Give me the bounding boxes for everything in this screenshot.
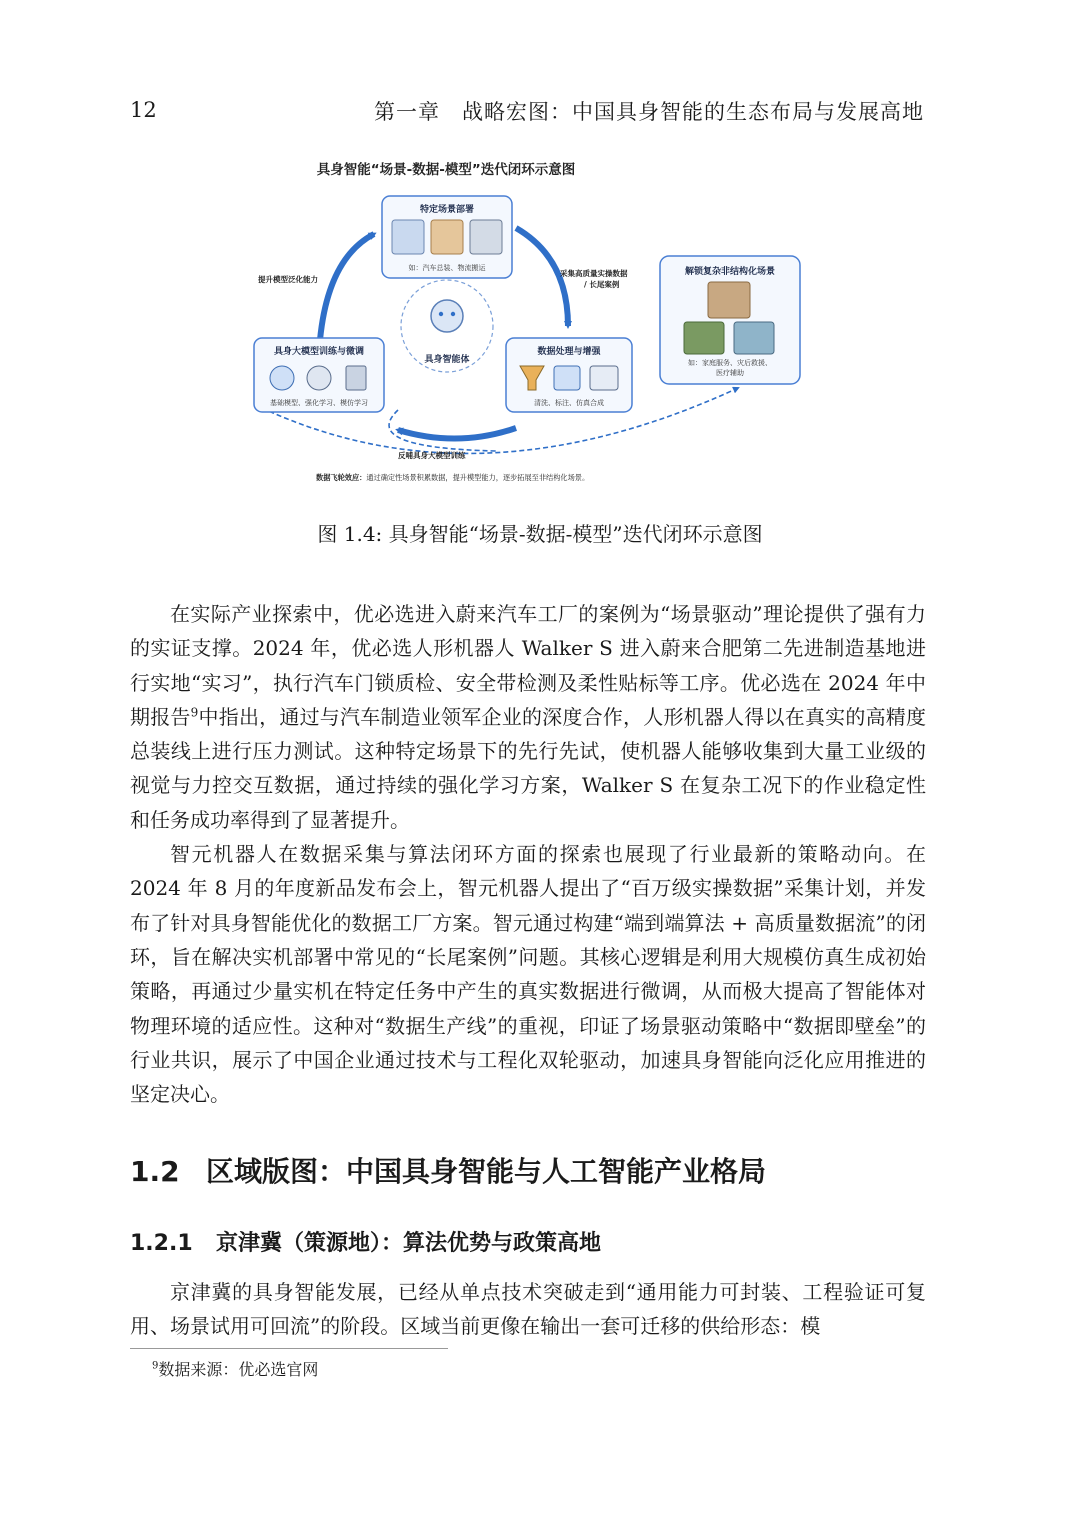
loop-arrow-model-to-scene — [320, 234, 374, 340]
box-model-training — [254, 338, 384, 412]
section-heading — [130, 1150, 766, 1190]
footnote-text: 数据来源：优必选官网 — [158, 1360, 319, 1379]
footnote-mark: 9 — [152, 1360, 159, 1372]
footnote-rule — [130, 1348, 448, 1349]
server-icon — [346, 366, 366, 390]
section-title: 区域版图：中国具身智能与人工智能产业格局 — [206, 1155, 767, 1188]
footnote — [152, 1357, 318, 1380]
section-number: 1.2 — [130, 1155, 180, 1188]
label-collect-1: 采集高质量实操数据 — [560, 269, 628, 278]
paragraph-1-part-a: 在实际产业探索中，优必选进入蔚来汽车工厂的案例为“场景驱动”理论提供了强有力的实证支撑。2024 年，优必选人形机器人 Walker S 进入蔚来合肥第二先进制造基地进行实地“实习”，执行汽车门锁质检、安全带检测及柔性贴标等工序。优必选在 2024 年中期报告 — [130, 602, 926, 729]
page-number: 12 — [130, 98, 157, 122]
box-scene-title: 特定场景部署 — [419, 205, 475, 215]
subsection-title: 京津冀（策源地）：算法优势与政策高地 — [216, 1231, 602, 1256]
body-text-2 — [130, 1275, 926, 1344]
loop-arrow-data-to-model — [398, 428, 516, 439]
box-scene-sub: 如：汽车总装、物流搬运 — [408, 264, 486, 272]
box-data-title: 数据处理与增强 — [537, 347, 601, 357]
box-unstructured-sub-2: 医疗辅助 — [716, 369, 744, 377]
brain-icon — [307, 366, 331, 390]
paragraph-3: 京津冀的具身智能发展，已经从单点技术突破走到“通用能力可封装、工程验证可复用、场景试用可回流”的阶段。区域当前更像在输出一套可迁移的供给形态：模 — [130, 1280, 926, 1339]
label-generalize: 提升模型泛化能力 — [258, 275, 318, 284]
box-scene-deployment — [382, 196, 512, 278]
warehouse-icon — [431, 220, 463, 254]
running-title: 第一章 战略宏图：中国具身智能的生态布局与发展高地 — [374, 100, 924, 124]
flywheel-text: 通过确定性场景积累数据，提升模型能力，逐步拓展至非结构化场景。 — [366, 473, 590, 482]
box-unstructured-sub-1: 如：家庭服务、灾后救援、 — [688, 359, 772, 367]
footnote-ref[interactable]: 9 — [190, 705, 199, 720]
neural-network-icon — [270, 366, 294, 390]
subsection-number: 1.2.1 — [130, 1231, 193, 1256]
robot-arm-icon — [392, 220, 424, 254]
car-factory-icon — [470, 220, 502, 254]
label-collect-2: / 长尾案例 — [584, 280, 620, 289]
robot-head-icon — [431, 300, 463, 332]
paragraph-2: 智元机器人在数据采集与算法闭环方面的探索也展现了行业最新的策略动向。在 2024 年 8 月的年度新品发布会上，智元机器人提出了“百万级实操数据”采集计划，并发布了针对具身智能优化的数据工厂方案。智元通过构建“端到端算法 + 高质量数据流”的闭环，旨在解决实机部署中常见的“长尾案例”问题。其核心逻辑是利用大规模仿真生成初始策略，再通过少量实机在特定任务中产生的真实数据进行微调，从而极大提高了智能体对物理环境的适应性。这种对“数据生产线”的重视，印证了场景驱动策略中“数据即壁垒”的行业共识，展示了中国企业通过技术与工程化双轮驱动，加速具身智能向泛化应用推进的坚定决心。 — [130, 842, 926, 1107]
figure-caption: 图 1.4: 具身智能“场景-数据-模型”迭代闭环示意图 — [317, 522, 763, 546]
medical-image — [734, 322, 774, 354]
flywheel-caption — [316, 473, 589, 483]
center-agent — [401, 280, 493, 372]
tagging-icon — [554, 366, 580, 390]
box-unstructured-scenes — [660, 256, 800, 384]
box-data-sub: 清洗、标注、仿真合成 — [534, 399, 604, 407]
center-agent-label: 具身智能体 — [424, 355, 470, 365]
home-service-image — [708, 282, 750, 318]
flywheel-label: 数据飞轮效应： — [316, 473, 367, 482]
box-unstructured-title: 解锁复杂非结构化场景 — [684, 267, 776, 277]
paragraph-1-part-b: 中指出，通过与汽车制造业领军企业的深度合作，人形机器人得以在真实的高精度总装线上进行压力测试。这种特定场景下的先行先试，使机器人能够收集到大量工业级的视觉与力控交互数据，通过持续的强化学习方案，Walker S 在复杂工况下的作业稳定性和任务成功率得到了显著提升。 — [130, 704, 927, 832]
figure-closed-loop-diagram — [248, 148, 808, 496]
label-feedback: 反哺具身大模型训练 — [398, 451, 466, 460]
chart-icon — [590, 366, 618, 390]
box-model-sub: 基础模型、强化学习、模仿学习 — [270, 399, 368, 407]
box-data-processing — [506, 338, 632, 412]
paragraph-1 — [130, 597, 926, 837]
body-text — [130, 597, 926, 1111]
subsection-heading — [130, 1226, 601, 1257]
rescue-image — [684, 322, 724, 354]
box-model-title: 具身大模型训练与微调 — [273, 347, 365, 357]
figure-title: 具身智能“场景-数据-模型”迭代闭环示意图 — [316, 162, 576, 178]
